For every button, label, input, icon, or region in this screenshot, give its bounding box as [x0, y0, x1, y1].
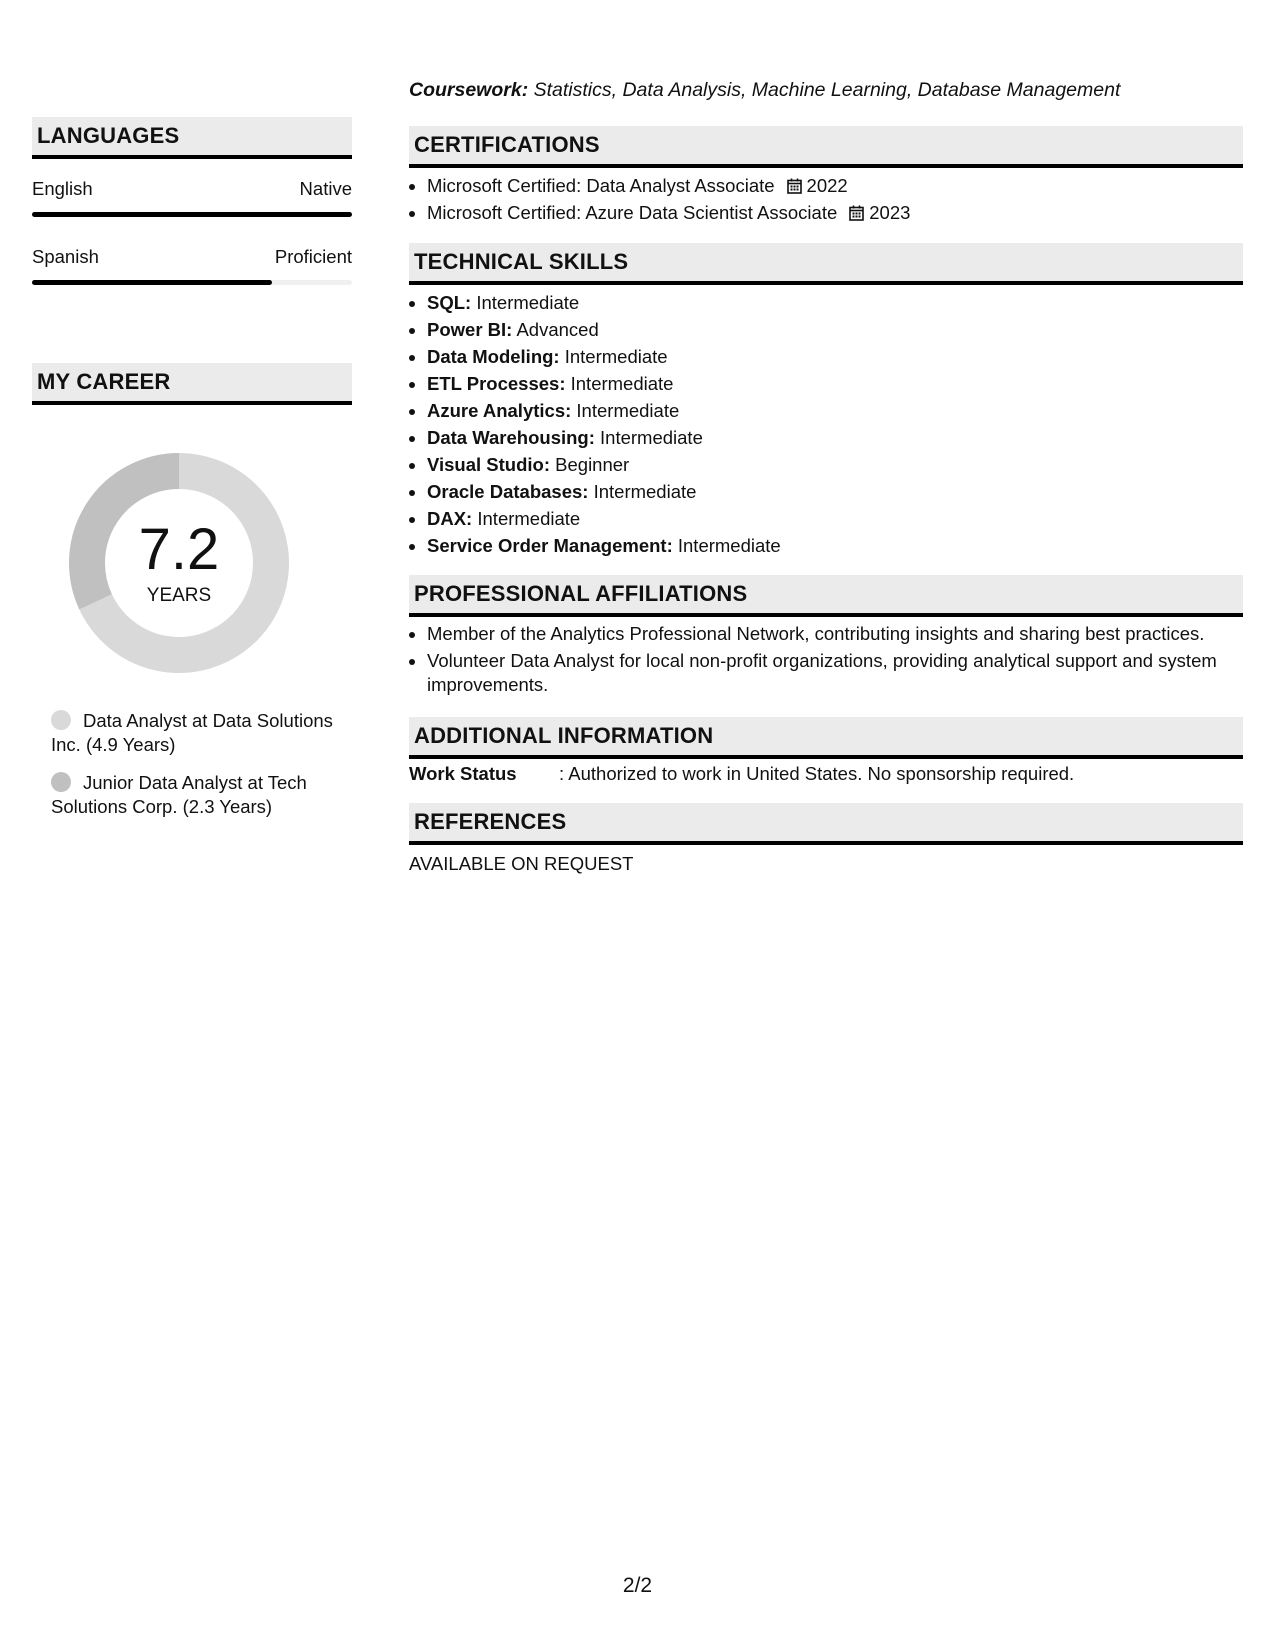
skill-level: Intermediate [588, 481, 697, 502]
skill-level: Intermediate [471, 292, 580, 313]
language-bar-fill [32, 212, 352, 217]
list-item [427, 424, 1243, 451]
language-bar-english [32, 212, 352, 217]
skills-list [409, 289, 1243, 559]
skill-name: Power BI: [427, 319, 513, 340]
skill-name: Data Modeling: [427, 346, 560, 367]
skill-name: Azure Analytics: [427, 400, 572, 421]
skill-level: Beginner [550, 454, 630, 475]
language-bar-fill [32, 280, 272, 285]
list-item [427, 505, 1243, 532]
legend-dot-icon [51, 772, 71, 792]
career-donut-chart [66, 450, 292, 676]
skill-level: Intermediate [594, 427, 703, 448]
affiliations-list [409, 622, 1243, 697]
certification-year: 2022 [806, 175, 848, 196]
skill-level: Advanced [512, 319, 599, 340]
list-item [427, 451, 1243, 478]
career-legend-label: Junior Data Analyst at Tech Solutions Corp. (2.3 Years) [51, 772, 307, 817]
certification-name: Microsoft Certified: Data Analyst Associate [427, 175, 775, 196]
career-legend-item [51, 771, 341, 819]
legend-dot-icon [51, 710, 71, 730]
skill-level: Intermediate [672, 535, 781, 556]
certifications-list [409, 172, 1243, 226]
list-item [427, 397, 1243, 424]
references-heading: REFERENCES [409, 803, 1243, 845]
references-text: AVAILABLE ON REQUEST [409, 853, 634, 874]
additional-info-heading: ADDITIONAL INFORMATION [409, 717, 1243, 759]
language-name: Spanish [32, 246, 99, 267]
career-total-years: 7.2 [138, 517, 220, 582]
list-item [427, 289, 1243, 316]
skill-name: SQL: [427, 292, 472, 313]
coursework-line [409, 79, 1120, 102]
coursework-label: Coursework: [409, 79, 529, 101]
skill-name: ETL Processes: [427, 373, 566, 394]
language-bar-spanish [32, 280, 352, 285]
skill-name: Visual Studio: [427, 454, 551, 475]
skill-name: DAX: [427, 508, 473, 529]
list-item [427, 199, 1243, 226]
work-status-value: : Authorized to work in United States. No sponsorship required. [559, 763, 1075, 784]
work-status-label: Work Status [409, 763, 517, 784]
career-legend-label: Data Analyst at Data Solutions Inc. (4.9 Years) [51, 710, 333, 755]
calendar-icon [849, 205, 864, 221]
certifications-heading: CERTIFICATIONS [409, 126, 1243, 168]
skill-level: Intermediate [559, 346, 668, 367]
career-legend-item [51, 709, 341, 757]
list-item [427, 316, 1243, 343]
list-item: • Volunteer Data Analyst for local non-profit organizations, providing analytical support and system improvements. [427, 649, 1243, 697]
list-item [427, 478, 1243, 505]
list-item [427, 532, 1243, 559]
list-item [427, 370, 1243, 397]
skill-level: Intermediate [472, 508, 581, 529]
language-level: Native [299, 178, 352, 199]
list-item [427, 172, 1243, 199]
skill-name: Service Order Management: [427, 535, 673, 556]
list-item: • Member of the Analytics Professional Network, contributing insights and sharing best practices. [427, 622, 1243, 646]
career-total-unit: YEARS [146, 585, 212, 606]
certification-year: 2023 [869, 202, 911, 223]
affiliations-heading: PROFESSIONAL AFFILIATIONS [409, 575, 1243, 617]
skills-heading: TECHNICAL SKILLS [409, 243, 1243, 285]
career-heading: MY CAREER [32, 363, 352, 405]
certification-name: Microsoft Certified: Azure Data Scientist Associate [427, 202, 838, 223]
coursework-text: Statistics, Data Analysis, Machine Learning, Database Management [528, 79, 1121, 101]
skill-name: Data Warehousing: [427, 427, 595, 448]
list-item [427, 343, 1243, 370]
skill-level: Intermediate [571, 400, 680, 421]
page-number: 2/2 [622, 1574, 653, 1597]
languages-heading: LANGUAGES [32, 117, 352, 159]
skill-name: Oracle Databases: [427, 481, 589, 502]
calendar-icon [787, 178, 802, 194]
skill-level: Intermediate [565, 373, 674, 394]
language-name: English [32, 178, 93, 199]
language-level: Proficient [274, 246, 352, 267]
